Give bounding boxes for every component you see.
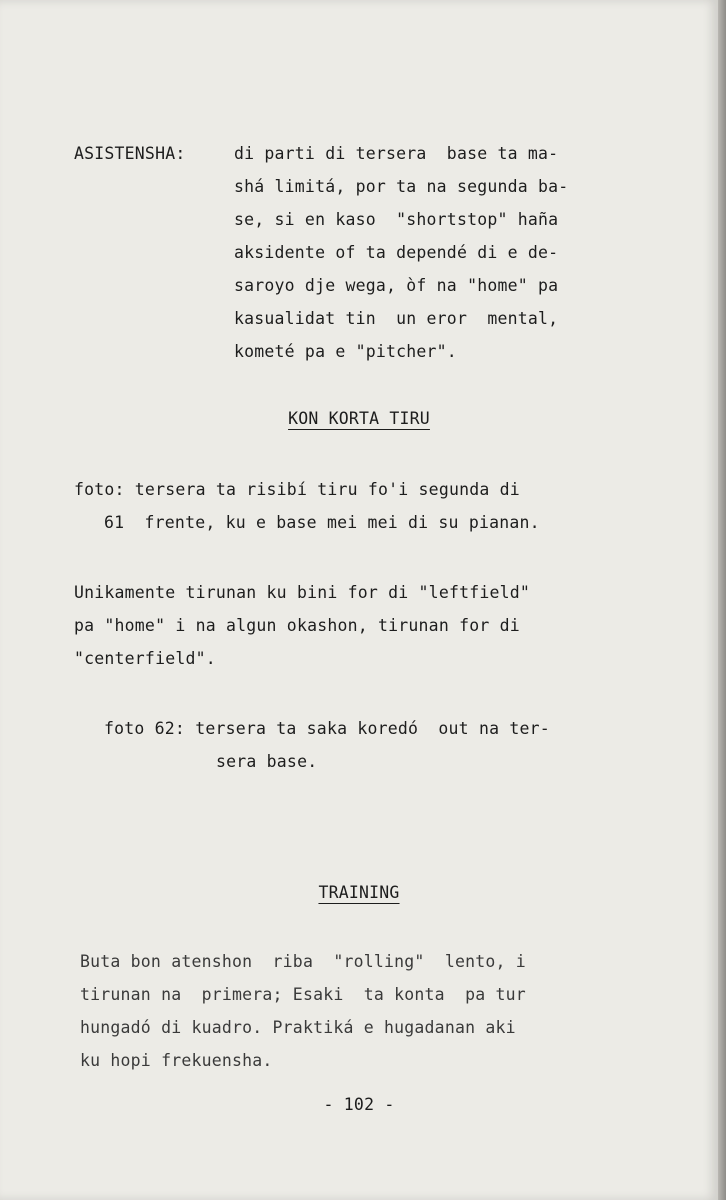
training-line-4: ku hopi frekuensha.: [80, 1051, 273, 1070]
section-heading-training: TRAINING: [318, 883, 400, 902]
foto62-line-1: foto 62: tersera ta saka koredó out na ter-: [104, 719, 550, 738]
asistensha-line-6: kasualidat tin un eror mental,: [234, 309, 559, 328]
foto61-line-2: 61 frente, ku e base mei mei di su pianan.: [104, 513, 540, 532]
asistensha-line-4: aksidente of ta dependé di e de-: [234, 243, 559, 262]
asistensha-line-1: di parti di tersera base ta ma-: [234, 144, 559, 163]
foto61-line-1: foto: tersera ta risibí tiru fo'i segunda di: [74, 480, 520, 499]
page-edge: [718, 0, 726, 1200]
asistensha-label: ASISTENSHA:: [74, 144, 186, 163]
section-heading-kon-korta-tiru: KON KORTA TIRU: [288, 409, 430, 428]
asistensha-line-5: saroyo dje wega, òf na "home" pa: [234, 276, 559, 295]
foto62-line-2: sera base.: [216, 752, 318, 771]
unikamente-line-3: "centerfield".: [74, 649, 216, 668]
asistensha-line-2: shá limitá, por ta na segunda ba-: [234, 177, 569, 196]
page-number: - 102 -: [323, 1095, 395, 1114]
asistensha-line-3: se, si en kaso "shortstop" haña: [234, 210, 559, 229]
asistensha-line-7: kometé pa e "pitcher".: [234, 342, 457, 361]
unikamente-line-1: Unikamente tirunan ku bini for di "leftfield": [74, 583, 531, 602]
unikamente-line-2: pa "home" i na algun okashon, tirunan for di: [74, 616, 520, 635]
training-line-2: tirunan na primera; Esaki ta konta pa tur: [80, 985, 526, 1004]
training-line-1: Buta bon atenshon riba "rolling" lento, i: [80, 952, 526, 971]
training-line-3: hungadó di kuadro. Praktiká e hugadanan aki: [80, 1018, 516, 1037]
